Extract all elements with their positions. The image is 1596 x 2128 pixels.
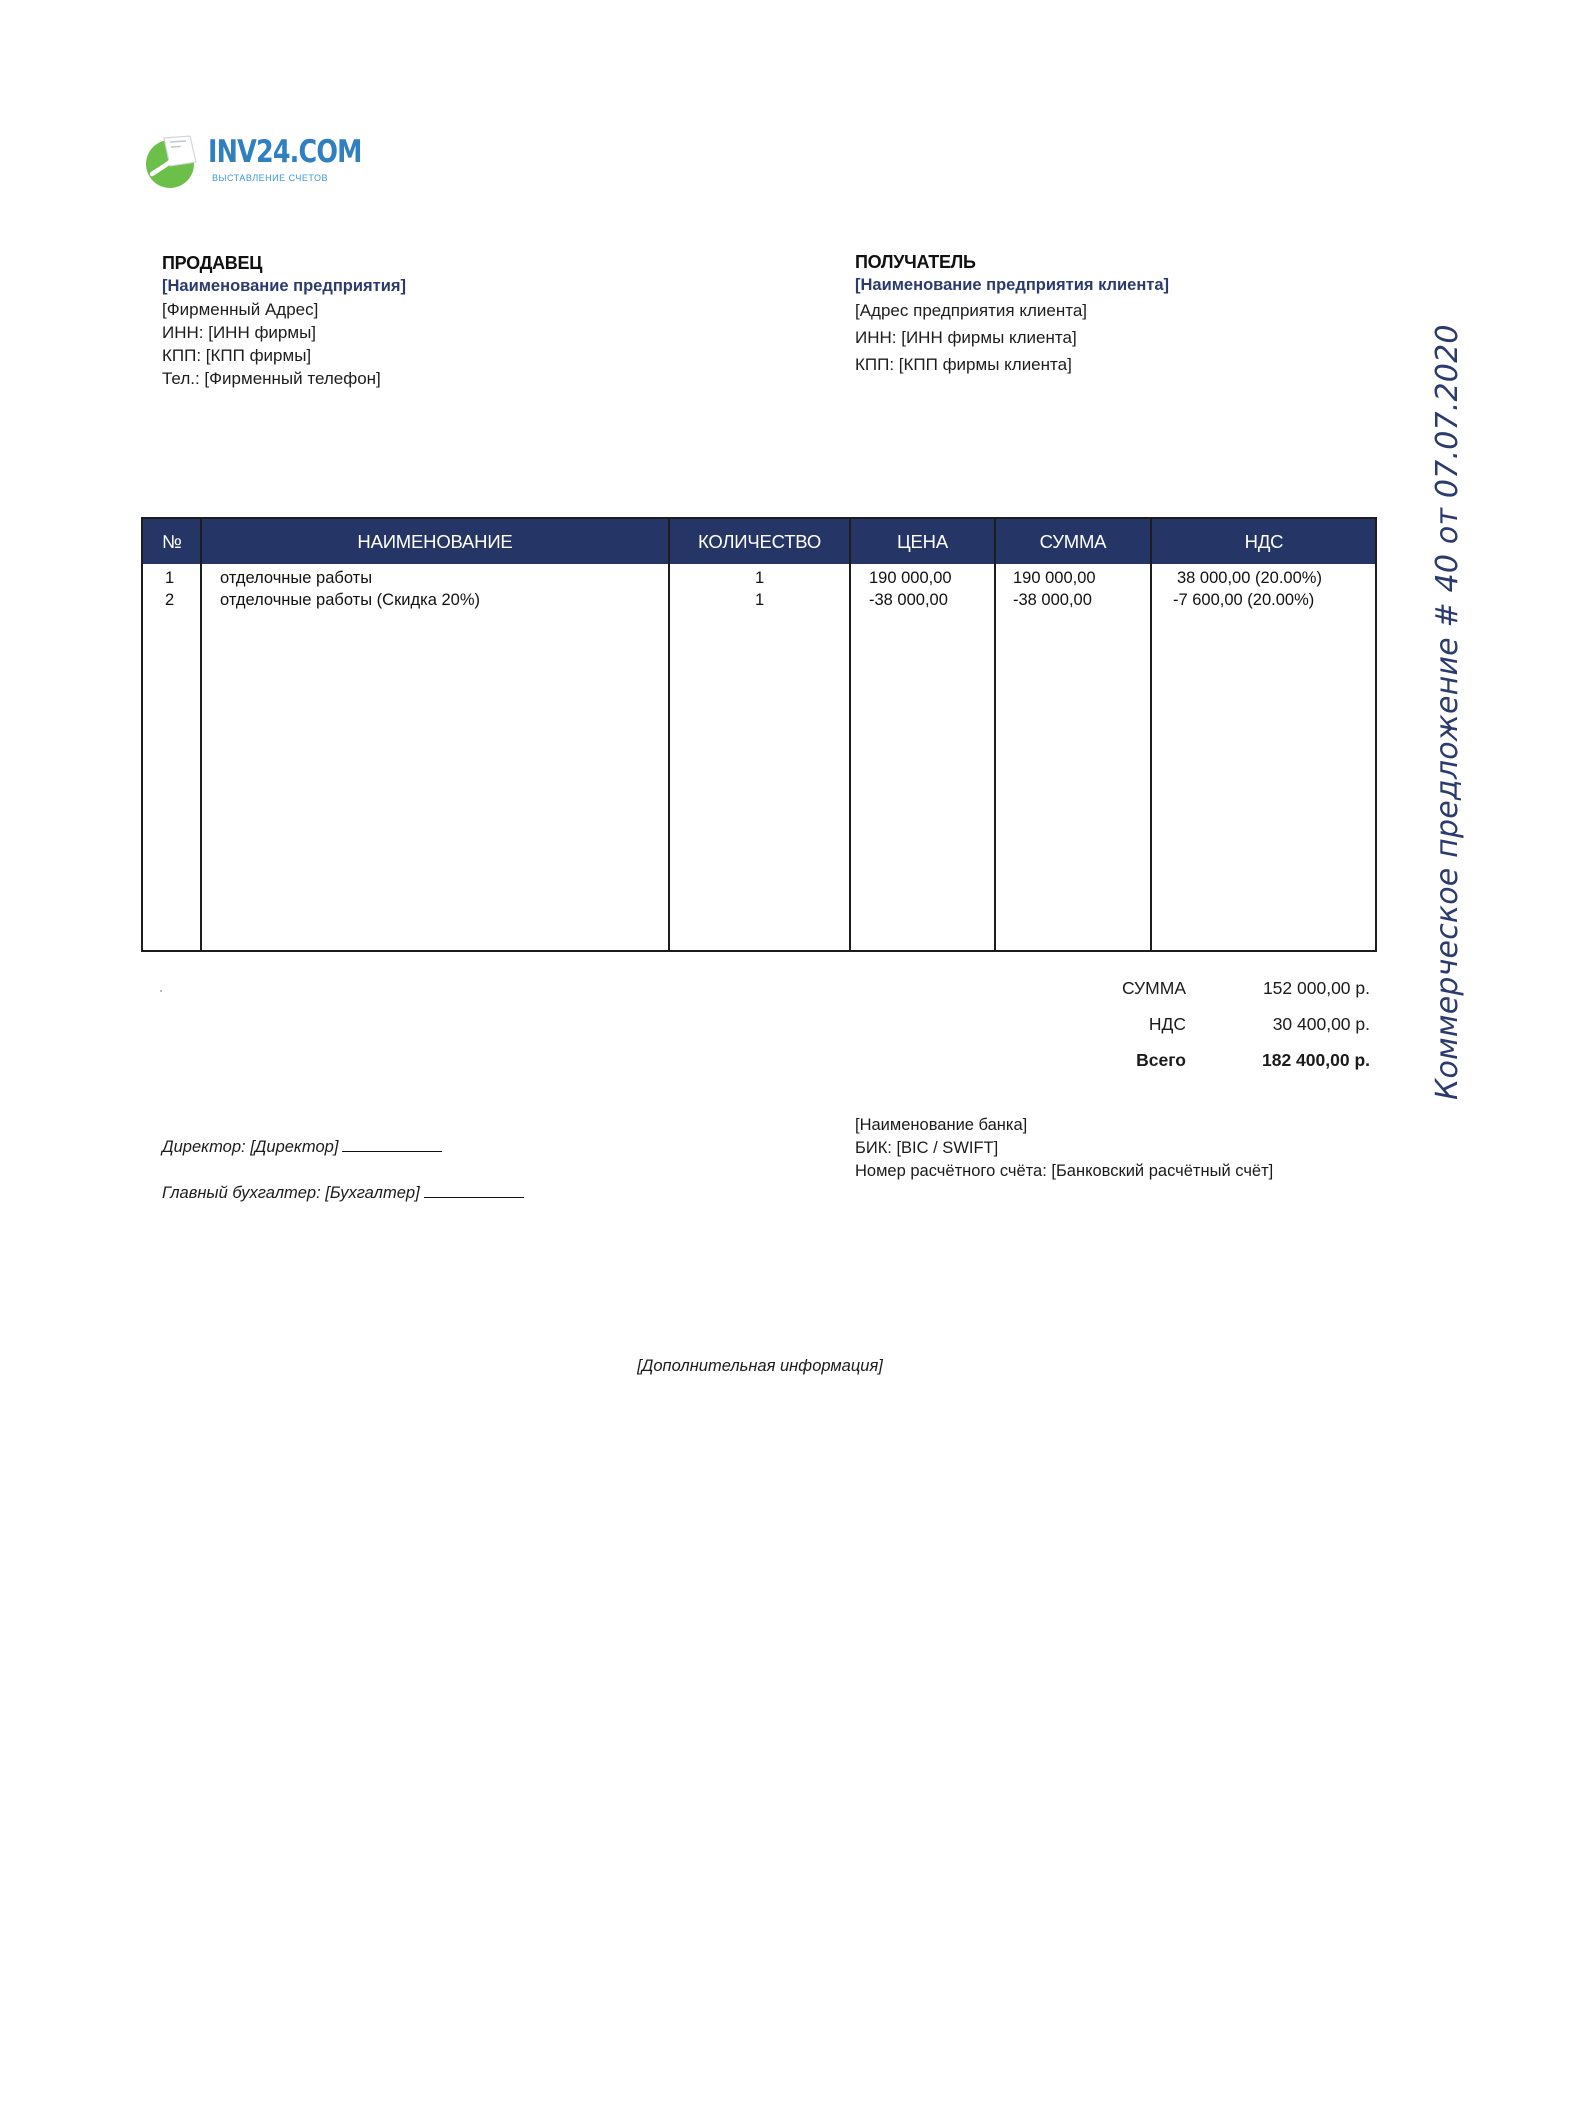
- logo-tagline: ВЫСТАВЛЕНИЕ СЧЕТОВ: [212, 173, 328, 183]
- items-table: [141, 517, 1377, 952]
- column-header-sum: СУММА: [1039, 531, 1107, 552]
- row-1-vat: 38 000,00 (20.00%): [1177, 569, 1322, 587]
- row-1-qty: 1: [755, 569, 765, 587]
- row-2-qty: 1: [755, 591, 765, 609]
- totals-block: [1040, 978, 1370, 1086]
- seller-phone: Тел.: [Фирменный телефон]: [162, 369, 381, 388]
- seller-inn: ИНН: [ИНН фирмы]: [162, 323, 317, 342]
- column-divider: [668, 519, 670, 950]
- totals-grand-label: Всего: [1136, 1050, 1186, 1070]
- buyer-inn: ИНН: [ИНН фирмы клиента]: [855, 328, 1077, 347]
- totals-sum-label: СУММА: [1121, 978, 1186, 998]
- totals-sum-row: [1040, 978, 1370, 1014]
- buyer-company: [Наименование предприятия клиента]: [855, 276, 1170, 294]
- totals-vat-row: [1040, 1014, 1370, 1050]
- director-signature: [162, 1137, 442, 1157]
- buyer-address: [Адрес предприятия клиента]: [855, 301, 1088, 320]
- seller-heading: ПРОДАВЕЦ: [162, 253, 263, 273]
- totals-grand-value: 182 400,00 р.: [1262, 1050, 1370, 1070]
- buyer-heading: ПОЛУЧАТЕЛЬ: [855, 252, 976, 272]
- column-header-vat: НДС: [1244, 531, 1284, 552]
- column-header-no: №: [162, 531, 182, 552]
- row-1-no: 1: [165, 569, 175, 587]
- logo-mark-icon: [142, 132, 202, 190]
- row-2-name: отделочные работы (Скидка 20%): [220, 591, 480, 609]
- bank-bic: БИК: [BIC / SWIFT]: [855, 1139, 999, 1157]
- totals-vat-value: 30 400,00 р.: [1272, 1014, 1370, 1034]
- stray-mark: [160, 990, 162, 992]
- accountant-signature: [162, 1183, 524, 1203]
- column-divider: [200, 519, 202, 950]
- seller-block: [162, 252, 406, 390]
- column-divider: [849, 519, 851, 950]
- column-header-name: НАИМЕНОВАНИЕ: [357, 531, 513, 552]
- buyer-kpp: КПП: [КПП фирмы клиента]: [855, 355, 1072, 374]
- totals-grand-row: [1040, 1050, 1370, 1086]
- seller-kpp: КПП: [КПП фирмы]: [162, 346, 312, 365]
- row-1-sum: 190 000,00: [1013, 569, 1096, 587]
- seller-company: [Наименование предприятия]: [162, 277, 406, 295]
- column-header-qty: КОЛИЧЕСТВО: [697, 531, 822, 552]
- totals-vat-label: НДС: [1148, 1014, 1186, 1034]
- column-divider: [994, 519, 996, 950]
- row-2-sum: -38 000,00: [1013, 591, 1092, 609]
- document-title: Коммерческое предложение # 40 от 07.07.2020: [1430, 324, 1465, 1100]
- signature-line: [342, 1137, 442, 1152]
- bank-account: Номер расчётного счёта: [Банковский расчётный счёт]: [855, 1162, 1274, 1180]
- bank-block: [855, 1114, 1273, 1183]
- row-2-price: -38 000,00: [869, 591, 948, 609]
- additional-info: [Дополнительная информация]: [637, 1357, 883, 1375]
- row-2-vat: -7 600,00 (20.00%): [1173, 591, 1315, 609]
- accountant-label: Главный бухгалтер: [Бухгалтер]: [162, 1184, 420, 1202]
- table-header: [143, 519, 1375, 564]
- logo-brand: INV24.COM: [208, 134, 362, 170]
- row-2-no: 2: [165, 591, 175, 609]
- signature-line: [424, 1183, 524, 1198]
- column-divider: [1150, 519, 1152, 950]
- row-1-name: отделочные работы: [220, 569, 373, 587]
- buyer-block: [855, 251, 1169, 378]
- row-1-price: 190 000,00: [869, 569, 952, 587]
- bank-name: [Наименование банка]: [855, 1116, 1028, 1134]
- seller-address: [Фирменный Адрес]: [162, 300, 319, 319]
- column-header-price: ЦЕНА: [897, 531, 948, 552]
- director-label: Директор: [Директор]: [162, 1138, 339, 1156]
- totals-sum-value: 152 000,00 р.: [1262, 978, 1370, 998]
- logo: [142, 132, 362, 192]
